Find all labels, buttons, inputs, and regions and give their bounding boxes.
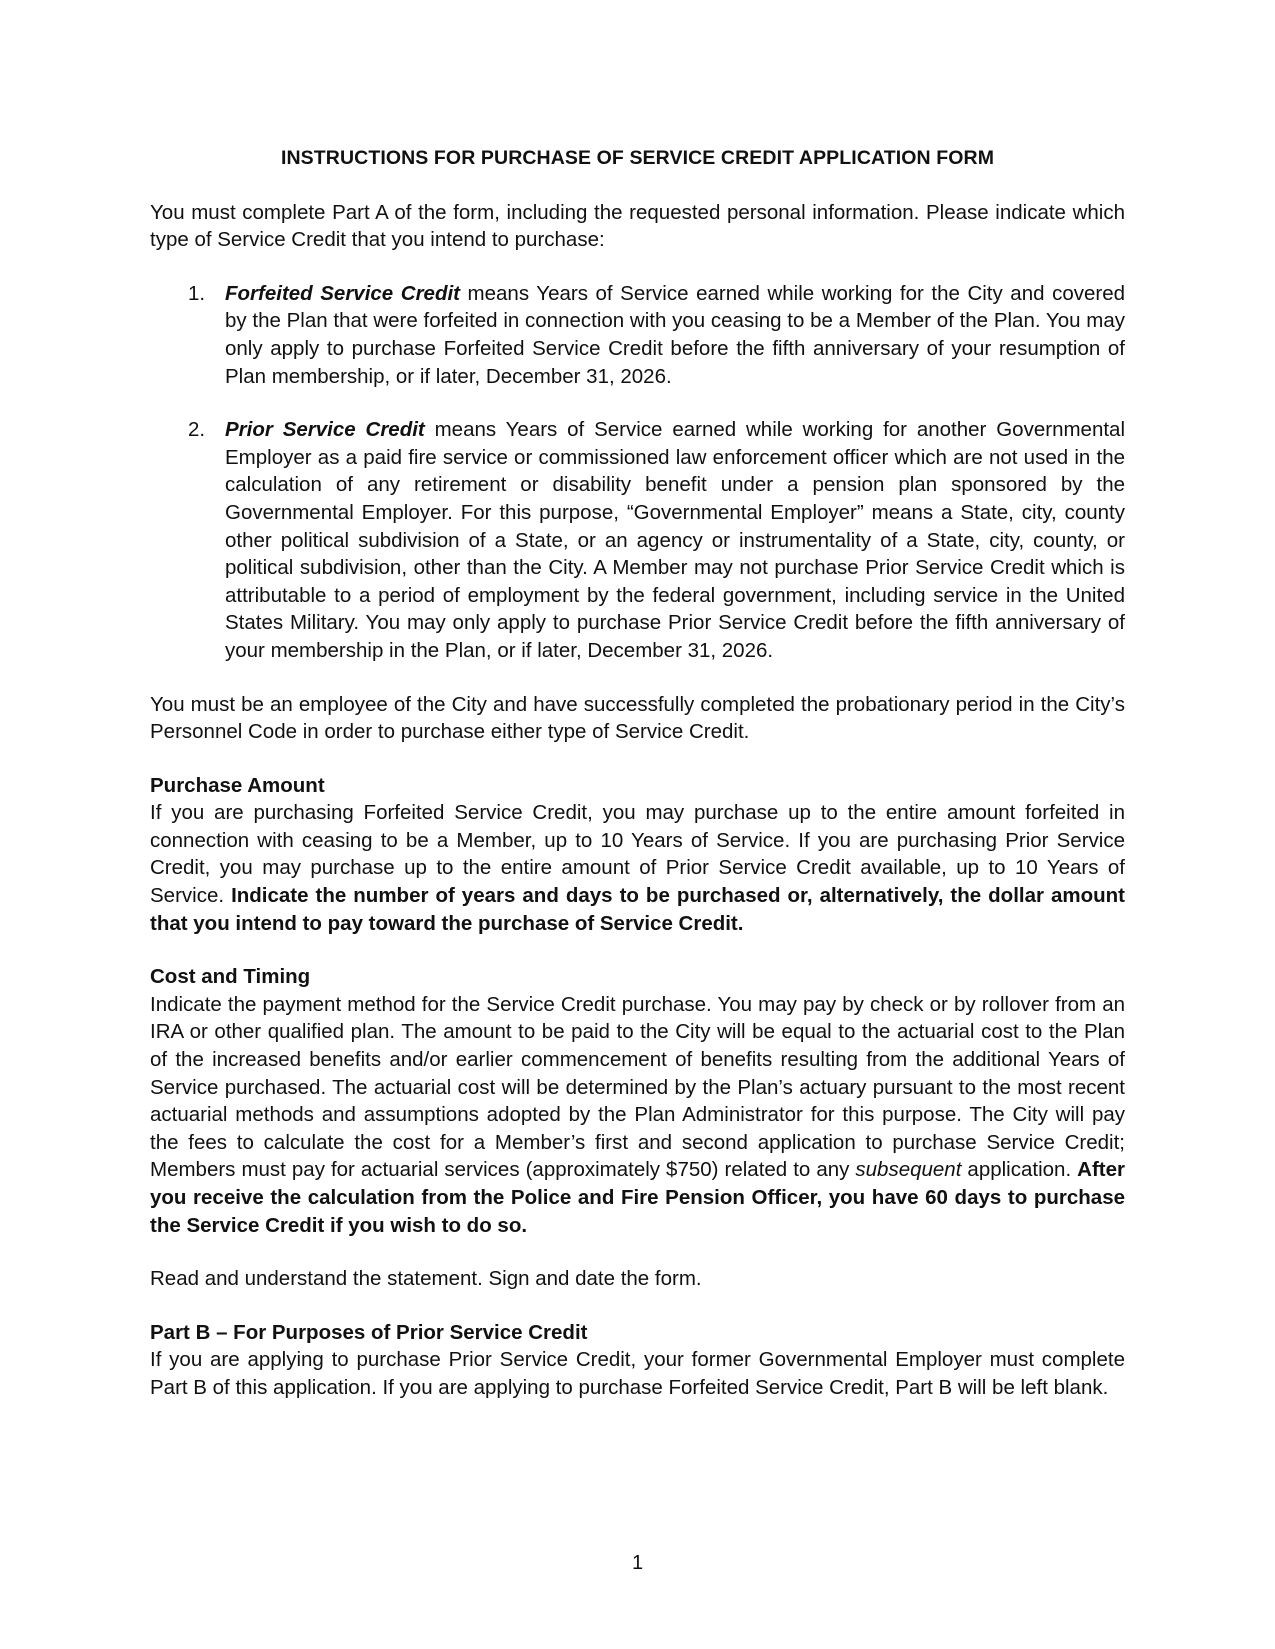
- definition-text: means Years of Service earned while working for another Governmental Employer as a paid fire service or commissioned law enforcement officer which are not used in the calculation of any retirement or disability benefit under a pension plan sponsored by the Governmental Employer. For this purpose, “Governmental Employer” means a State, city, county other political subdivision of a State, or an agency or instrumentality of a State, city, county, or political subdivision, other than the City. A Member may not purchase Prior Service Credit which is attributable to a period of employment by the federal government, including service in the United States Military. You may only apply to purchase Prior Service Credit before the fifth anniversary of your membership in the Plan, or if later, December 31, 2026.: [225, 418, 1125, 662]
- part-b-section: [150, 1319, 1125, 1402]
- purchase-amount-bold-text: Indicate the number of years and days to be purchased or, alternatively, the dollar amount that you intend to pay toward the purchase of Service Credit.: [150, 884, 1125, 935]
- cost-timing-italic-text: subsequent: [855, 1158, 962, 1182]
- intro-paragraph: You must complete Part A of the form, including the requested personal information. Please indicate which type of Service Credit that you intend to purchase:: [150, 200, 1125, 252]
- purchase-amount-section: [150, 772, 1125, 938]
- cost-timing-text-after: application.: [961, 1158, 1078, 1182]
- purchase-amount-heading: Purchase Amount: [150, 773, 325, 797]
- cost-timing-text: Indicate the payment method for the Service Credit purchase. You may pay by check or by rollover from an IRA or other qualified plan. The amount to be paid to the City will be equal to the actuarial cost to the Plan of the increased benefits and/or earlier commencement of benefits resulting from the additional Years of Service purchased. The actuarial cost will be determined by the Plan’s actuary pursuant to the most recent actuarial methods and assumptions adopted by the Plan Administrator for this purpose. The City will pay the fees to calculate the cost for a Member’s first and second application to purchase Service Credit; Members must pay for actuarial services (approximately $750) related to any: [150, 992, 1125, 1182]
- part-b-paragraph: If you are applying to purchase Prior Service Credit, your former Governmental Employer must complete Part B of this application. If you are applying to purchase Forfeited Service Credit, Part B will be left blank.: [150, 1348, 1125, 1399]
- sign-statement: Read and understand the statement. Sign and date the form.: [150, 1267, 702, 1291]
- term-prior-service-credit: Prior Service Credit: [225, 418, 425, 442]
- document-page: [150, 145, 1125, 1402]
- page-number: 1: [631, 1552, 644, 1574]
- cost-timing-heading: Cost and Timing: [150, 965, 311, 989]
- definition-text: means Years of Service earned while working for the City and covered by the Plan that were forfeited in connection with you ceasing to be a Member of the Plan. You may only apply to purchase Forfeited Service Credit before the fifth anniversary of your resumption of Plan membership, or if later, December 31, 2026.: [225, 281, 1126, 388]
- cost-timing-section: [150, 963, 1125, 1239]
- list-item-prior-service-credit: [150, 416, 1125, 664]
- list-number: 1.: [188, 281, 206, 305]
- cost-timing-paragraph: [150, 991, 1125, 1239]
- part-b-heading: Part B – For Purposes of Prior Service Credit: [150, 1320, 588, 1344]
- purchase-amount-paragraph: [150, 799, 1125, 937]
- eligibility-paragraph: You must be an employee of the City and have successfully completed the probationary period in the City’s Personnel Code in order to purchase either type of Service Credit.: [150, 692, 1125, 744]
- page-title: INSTRUCTIONS FOR PURCHASE OF SERVICE CREDIT APPLICATION FORM: [280, 147, 995, 169]
- list-item-forfeited-service-credit: [150, 280, 1125, 390]
- cost-timing-bold-text: After you receive the calculation from the Police and Fire Pension Officer, you have 60 days to purchase the Service Credit if you wish to do so.: [150, 1158, 1125, 1237]
- service-credit-types-list: [150, 280, 1125, 665]
- term-forfeited-service-credit: Forfeited Service Credit: [225, 281, 460, 305]
- list-number: 2.: [188, 418, 206, 442]
- purchase-amount-text: If you are purchasing Forfeited Service Credit, you may purchase up to the entire amount forfeited in connection with ceasing to be a Member, up to 10 Years of Service. If you are purchasing Prior Service Credit, you may purchase up to the entire amount of Prior Service Credit available, up to 10 Years of Service.: [150, 801, 1125, 908]
